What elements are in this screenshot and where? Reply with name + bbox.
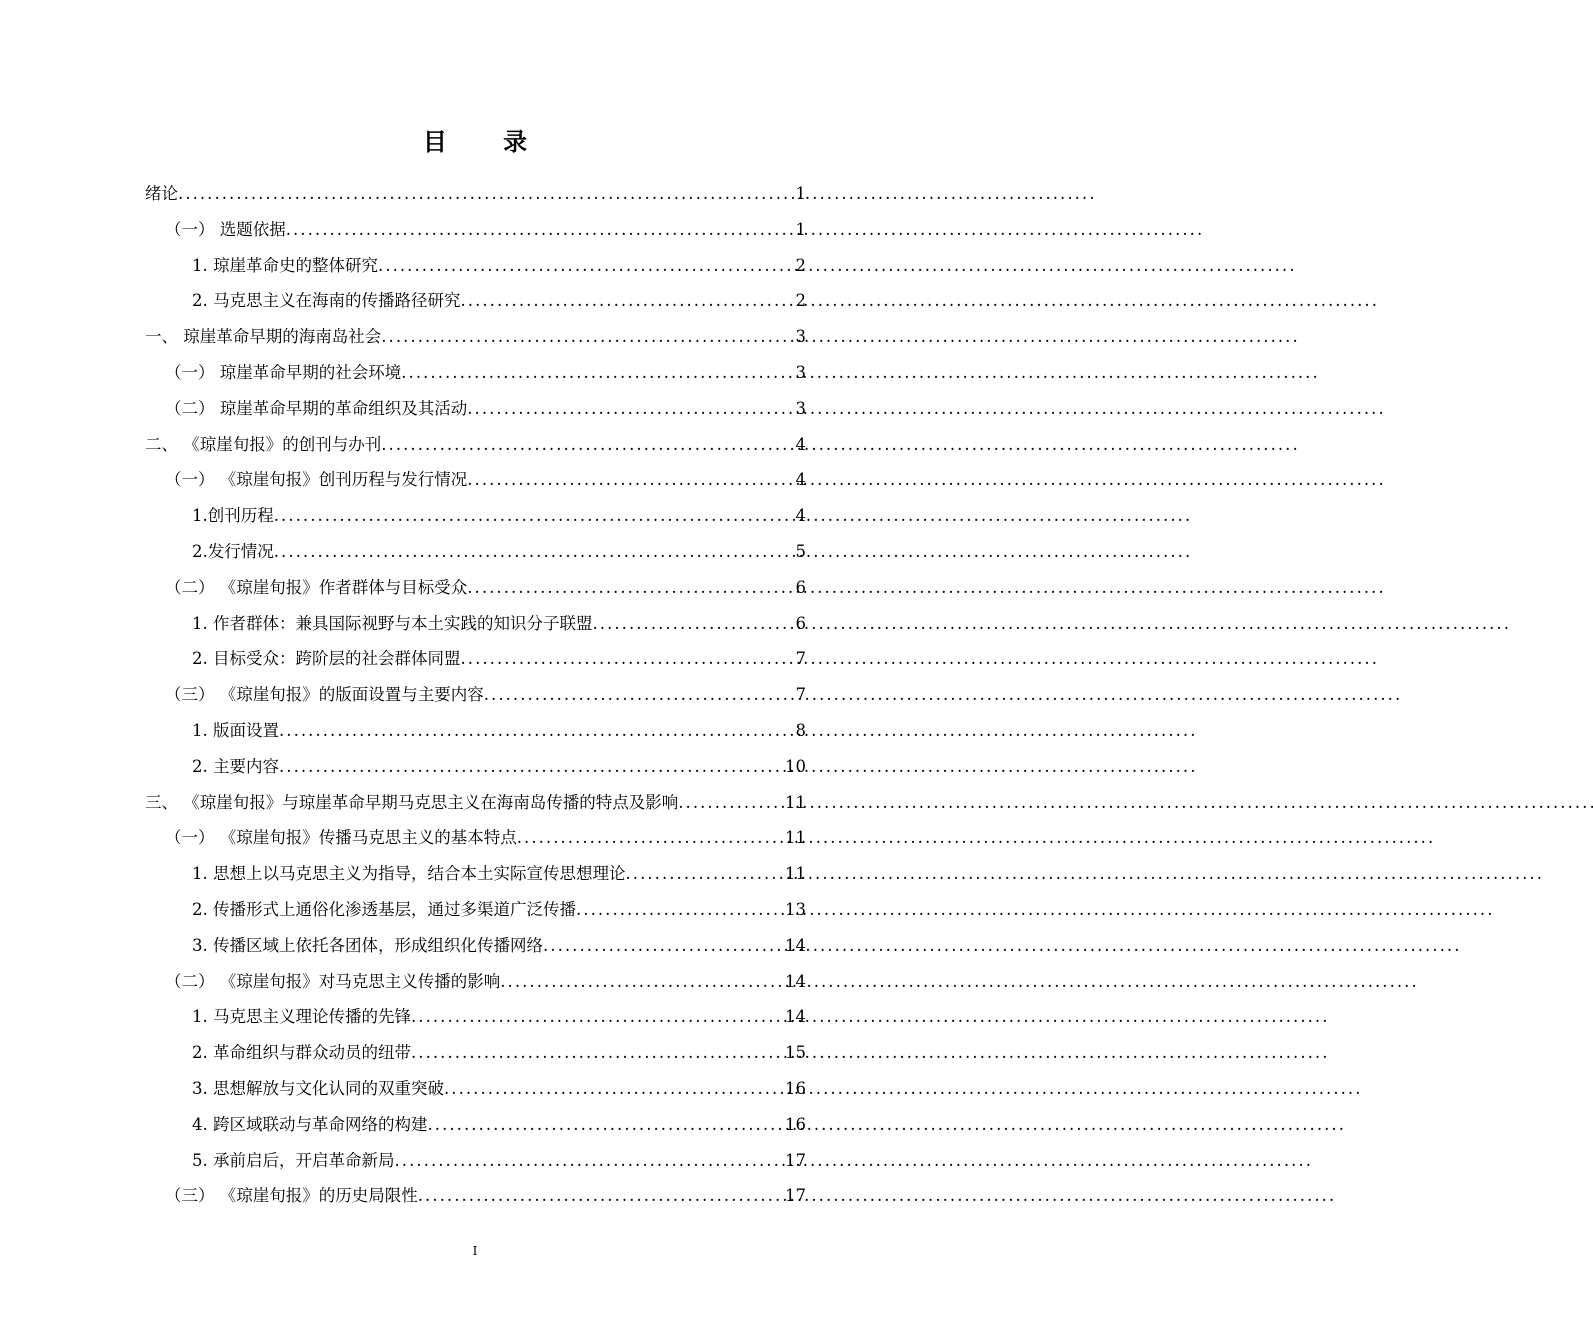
toc-entry[interactable] <box>145 176 806 212</box>
toc-entry[interactable] <box>192 749 806 785</box>
toc-entry-label: 1. 思想上以马克思主义为指导，结合本土实际宣传思想理论 <box>192 864 626 884</box>
toc-entry-label: 4. 跨区域联动与革命网络的构建 <box>192 1114 428 1134</box>
toc-entry[interactable] <box>192 1107 806 1143</box>
toc-dot-leader <box>274 498 794 534</box>
toc-dot-leader <box>467 462 793 498</box>
toc-entry-label: （二） 琼崖革命早期的革命组织及其活动 <box>165 398 468 418</box>
toc-entry-label: 1. 琼崖革命史的整体研究 <box>192 255 378 275</box>
toc-entry[interactable] <box>192 498 806 534</box>
toc-entry-page: 17 <box>785 1186 806 1206</box>
toc-entry-label: 三、 《琼崖旬报》与琼崖革命早期马克思主义在海南岛传播的特点及影响 <box>145 792 679 812</box>
toc-entry-page: 8 <box>795 721 806 740</box>
toc-entry-label: （一） 琼崖革命早期的社会环境 <box>165 363 402 382</box>
toc-dot-leader <box>484 677 794 713</box>
toc-entry-page: 16 <box>785 1079 806 1098</box>
toc-entry-label: 1. 版面设置 <box>192 721 279 740</box>
toc-entry[interactable] <box>165 212 806 248</box>
toc-entry-label: 2. 目标受众：跨阶层的社会群体同盟 <box>192 649 461 669</box>
toc-entry-page: 3 <box>795 398 806 418</box>
toc-entry-page: 4 <box>795 434 806 454</box>
toc-dot-leader <box>411 999 783 1035</box>
toc-entry[interactable] <box>145 785 806 821</box>
toc-title: 目 录 <box>422 128 552 156</box>
toc-entry-label: （三） 《琼崖旬报》的历史局限性 <box>165 1186 418 1206</box>
toc-entry[interactable] <box>192 713 806 749</box>
toc-dot-leader <box>500 964 783 1000</box>
toc-entry-label: 5. 承前启后，开启革命新局 <box>192 1150 395 1170</box>
toc-entry[interactable] <box>192 928 806 964</box>
toc-dot-leader <box>274 534 794 570</box>
toc-entry-label: 1.创刊历程 <box>192 506 274 526</box>
toc-entry[interactable] <box>165 820 806 856</box>
toc-dot-leader <box>543 928 783 964</box>
toc-dot-leader <box>395 1143 784 1179</box>
toc-entry-page: 14 <box>785 1007 806 1027</box>
page-number: I <box>472 1244 478 1258</box>
toc-dot-leader <box>461 283 794 319</box>
toc-dot-leader <box>381 427 793 463</box>
toc-dot-leader <box>576 892 783 928</box>
toc-entry-label: 二、 《琼崖旬报》的创刊与办刊 <box>145 434 382 454</box>
toc-entry-label: 1. 马克思主义理论传播的先锋 <box>192 1007 411 1027</box>
toc-entry-label: （一） 《琼崖旬报》传播马克思主义的基本特点 <box>165 828 517 848</box>
toc-dot-leader <box>381 319 793 355</box>
toc-entry[interactable] <box>192 1071 806 1107</box>
toc-entry[interactable] <box>192 892 806 928</box>
toc-entry[interactable] <box>192 856 806 892</box>
toc-entry-page: 3 <box>795 363 806 382</box>
toc-entry-label: 2. 马克思主义在海南的传播路径研究 <box>192 291 461 311</box>
toc-dot-leader <box>411 1035 783 1071</box>
toc-entry[interactable] <box>165 462 806 498</box>
toc-entry-page: 5 <box>795 542 806 561</box>
toc-dot-leader <box>626 856 784 892</box>
toc-entry-label: （一） 选题依据 <box>165 219 286 239</box>
toc-entry-label: 2. 主要内容 <box>192 756 279 776</box>
toc-entry-page: 10 <box>785 756 806 776</box>
toc-entry-page: 3 <box>795 327 806 347</box>
toc-entry[interactable] <box>192 1143 806 1179</box>
toc-entry-page: 11 <box>785 792 806 812</box>
toc-entry-label: 一、 琼崖革命早期的海南岛社会 <box>145 327 382 347</box>
toc-entry[interactable] <box>192 248 806 284</box>
toc-entry-page: 7 <box>795 685 806 705</box>
toc-dot-leader <box>178 176 794 212</box>
toc-entry-page: 1 <box>795 184 806 203</box>
toc-dot-leader <box>444 1071 783 1107</box>
toc-dot-leader <box>467 570 793 606</box>
toc-entry[interactable] <box>192 999 806 1035</box>
toc-entry[interactable] <box>165 570 806 606</box>
toc-entry[interactable] <box>165 964 806 1000</box>
toc-entry[interactable] <box>165 355 806 391</box>
toc-dot-leader <box>279 713 794 749</box>
toc-entry[interactable] <box>192 1035 806 1071</box>
toc-entry[interactable] <box>165 677 806 713</box>
toc-dot-leader <box>467 391 793 427</box>
toc-entry-page: 1 <box>795 219 806 239</box>
toc-entry-page: 13 <box>785 900 806 919</box>
toc-dot-leader <box>593 606 794 642</box>
toc-entry-label: （一） 《琼崖旬报》创刊历程与发行情况 <box>165 470 468 490</box>
toc-dot-leader <box>378 248 794 284</box>
toc-entry[interactable] <box>145 427 806 463</box>
toc-entry[interactable] <box>165 1178 806 1214</box>
toc-dot-leader <box>418 1178 783 1214</box>
toc-entry[interactable] <box>165 391 806 427</box>
toc-entry-label: 3. 思想解放与文化认同的双重突破 <box>192 1079 444 1098</box>
toc-entry-page: 17 <box>785 1150 806 1170</box>
toc-entry[interactable] <box>192 283 806 319</box>
toc-entry[interactable] <box>192 606 806 642</box>
toc-entry-label: 3. 传播区域上依托各团体，形成组织化传播网络 <box>192 935 543 955</box>
toc-entry-label: 2. 传播形式上通俗化渗透基层，通过多渠道广泛传播 <box>192 900 576 919</box>
toc-entry-page: 11 <box>785 828 806 848</box>
toc-entry-label: （二） 《琼崖旬报》对马克思主义传播的影响 <box>165 971 501 991</box>
toc-dot-leader <box>461 641 794 677</box>
toc-dot-leader <box>401 355 793 391</box>
toc-entry-page: 2 <box>795 255 806 275</box>
toc-dot-leader <box>279 749 783 785</box>
toc-entry-page: 4 <box>795 470 806 490</box>
toc-entry-page: 7 <box>795 649 806 669</box>
toc-entry-page: 14 <box>785 971 806 991</box>
toc-entry-label: （三） 《琼崖旬报》的版面设置与主要内容 <box>165 685 484 705</box>
toc-entry[interactable] <box>192 641 806 677</box>
toc-entry-page: 6 <box>795 613 806 633</box>
toc-dot-leader <box>678 785 783 821</box>
toc-entry-label: 1. 作者群体：兼具国际视野与本土实践的知识分子联盟 <box>192 613 593 633</box>
toc-entry-label: （二） 《琼崖旬报》作者群体与目标受众 <box>165 577 468 597</box>
toc-entry-page: 6 <box>795 577 806 597</box>
toc-entry[interactable] <box>145 319 806 355</box>
toc-entry-page: 16 <box>785 1114 806 1134</box>
toc-entry-label: 绪论 <box>145 184 178 203</box>
toc-dot-leader <box>286 212 794 248</box>
toc-dot-leader <box>517 820 783 856</box>
toc-entry-label: 2.发行情况 <box>192 542 274 561</box>
toc-entry-label: 2. 革命组织与群众动员的纽带 <box>192 1043 411 1063</box>
toc-entry-page: 14 <box>785 935 806 955</box>
toc-entry-page: 2 <box>795 291 806 311</box>
toc-entry-page: 4 <box>795 506 806 526</box>
toc-entry[interactable] <box>192 534 806 570</box>
toc-dot-leader <box>428 1107 784 1143</box>
toc-entry-page: 11 <box>785 864 806 884</box>
toc-entry-page: 15 <box>785 1043 806 1063</box>
